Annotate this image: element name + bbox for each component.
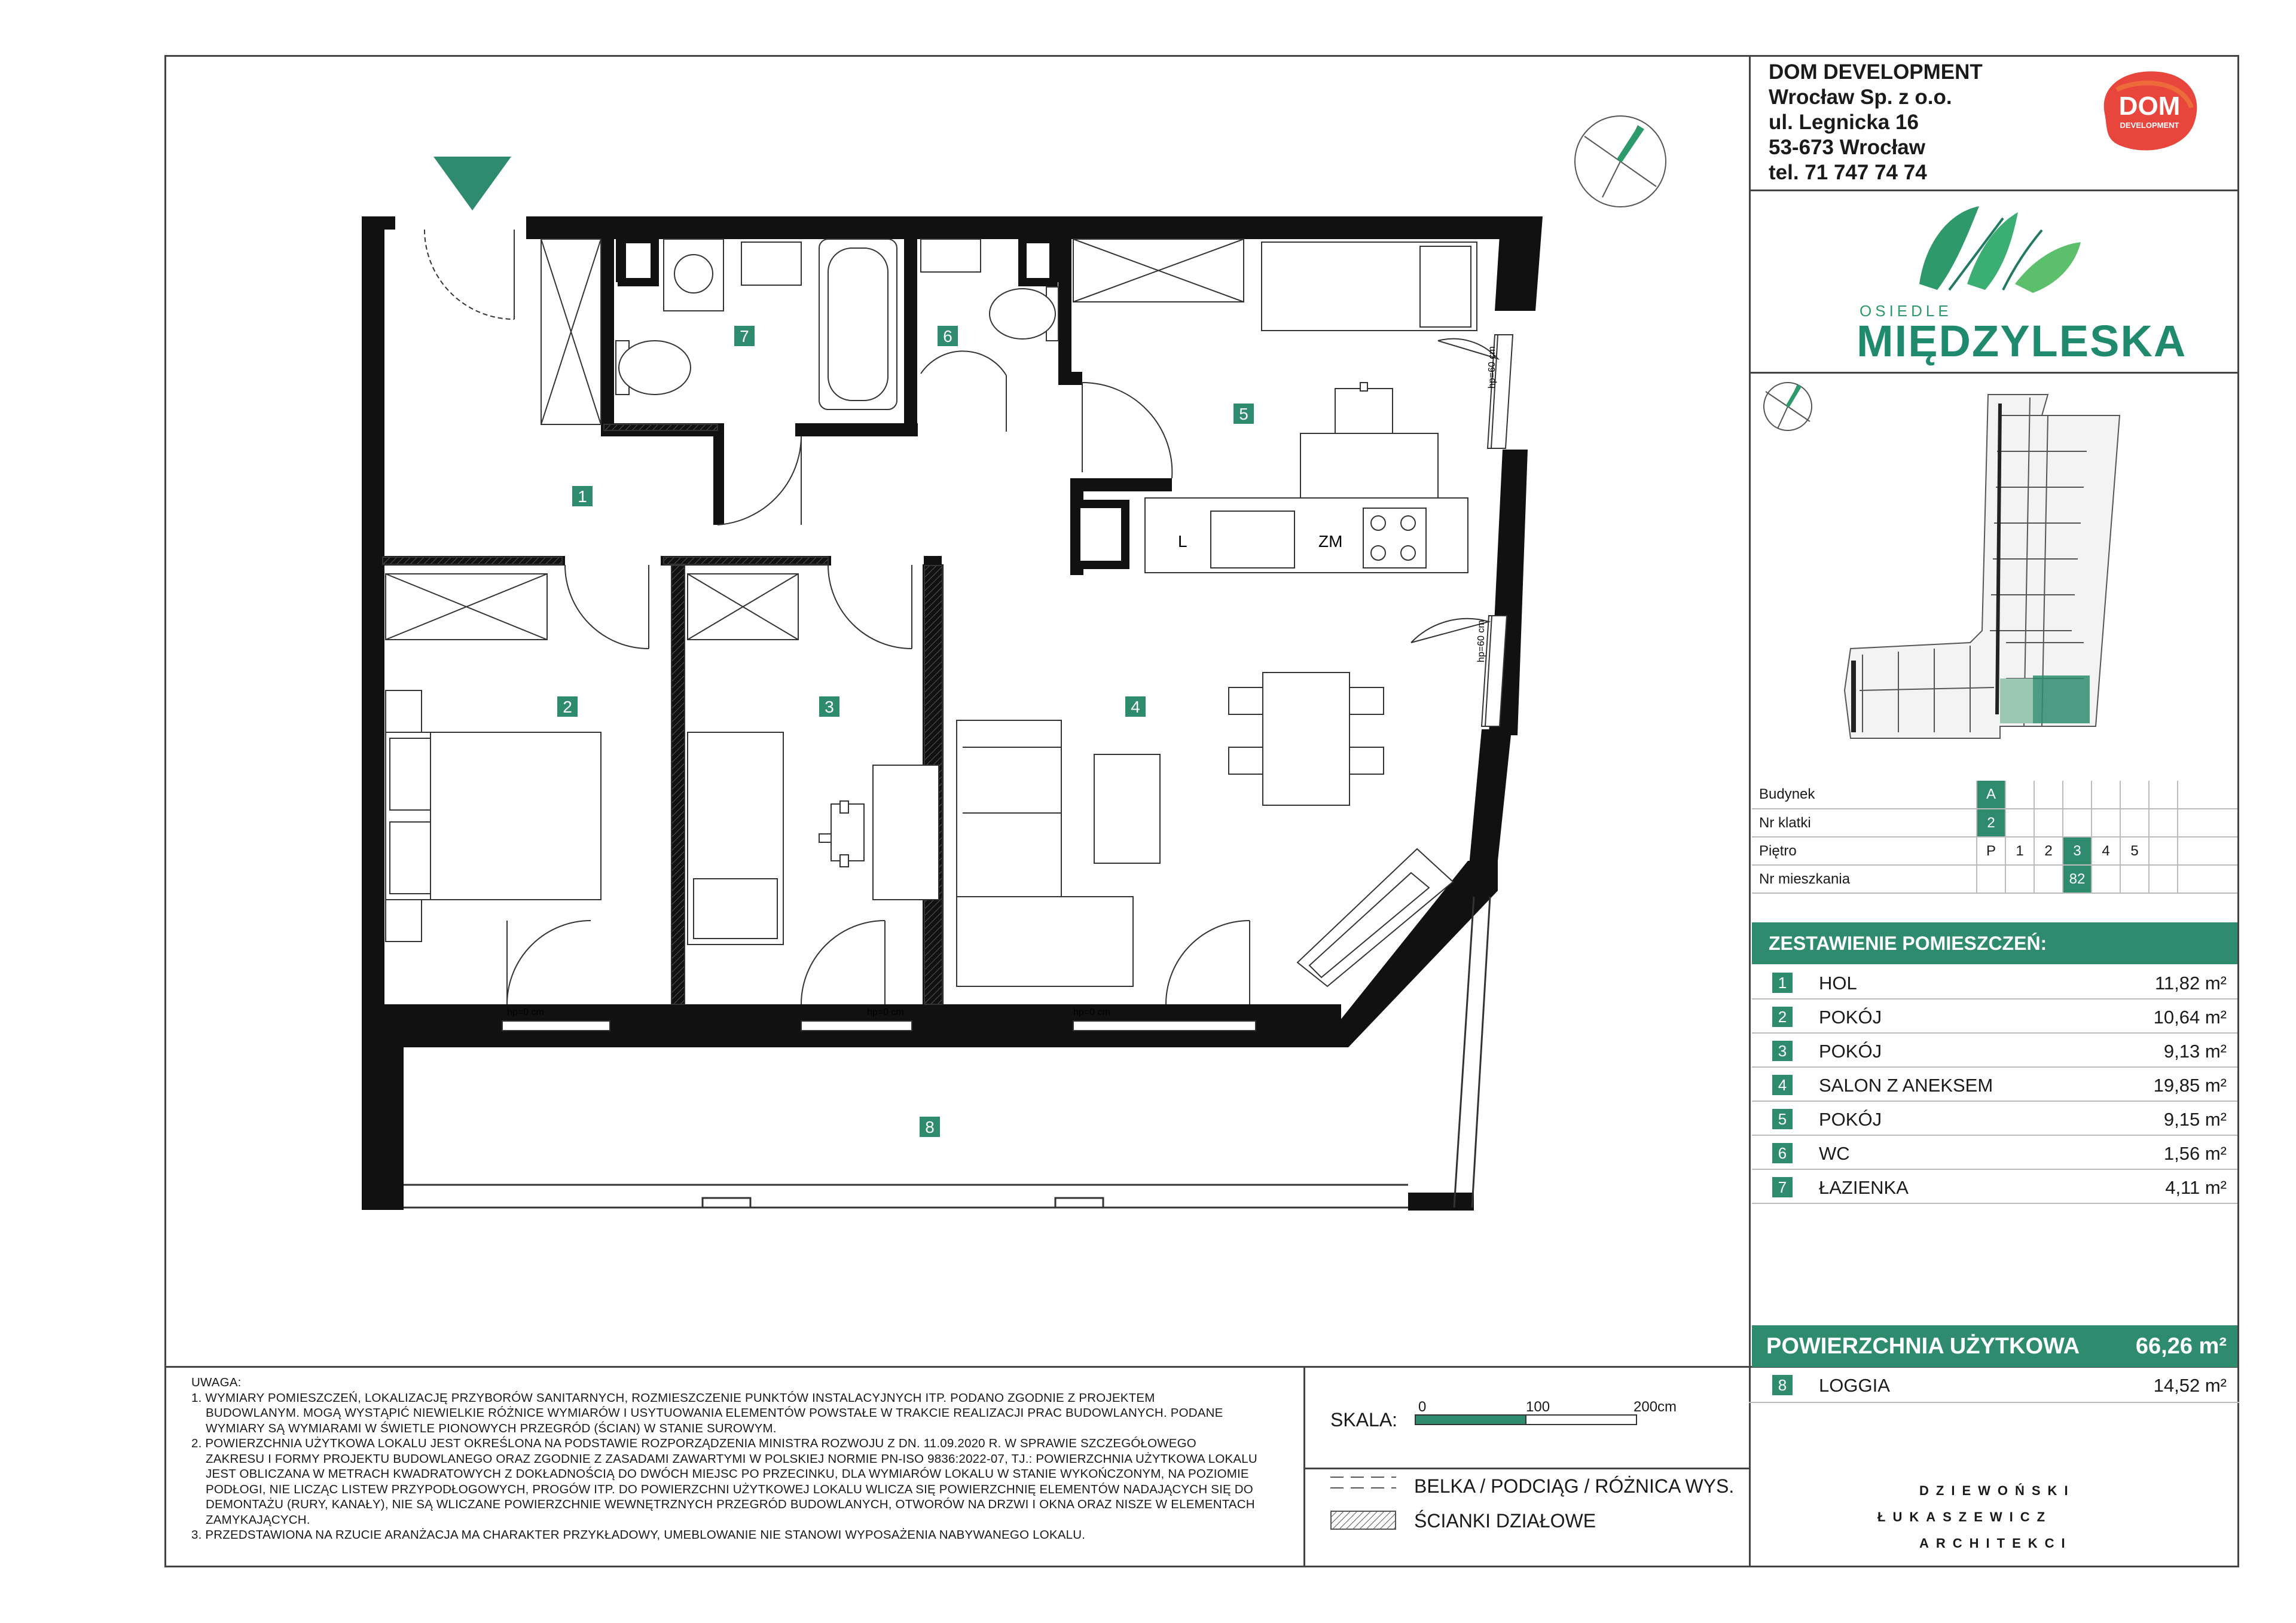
loggia-divider [1749, 1402, 2239, 1403]
company-address [1769, 60, 1983, 185]
note-line: 2. POWIERZCHNIA UŻYTKOWA LOKALU JEST OKREŚLONA NA PODSTAWIE ROZPORZĄDZENIA MINISTRA ROZWOJU Z DN. 11.09.2020 R. W SPRAWIE SZCZEGÓŁOWEGO [191, 1436, 1196, 1450]
note-line: ZAMYKAJĄCYCH. [206, 1512, 310, 1527]
company-phone: tel. 71 747 74 74 [1769, 161, 1927, 184]
room-area: 9,13 m² [2163, 1041, 2227, 1062]
room-number: 3 [1772, 1041, 1793, 1061]
brand-subtitle: OSIEDLE [1860, 302, 1952, 320]
cooktop-icon [1363, 508, 1426, 568]
room-tag [734, 326, 755, 346]
hatched-partition [383, 424, 942, 1004]
room-number: 7 [1772, 1177, 1793, 1197]
partition-legend-icon [1330, 1511, 1396, 1530]
info-label: Nr mieszkania [1752, 865, 1977, 893]
notes-title: UWAGA: [191, 1376, 242, 1389]
bed-single-icon [1262, 242, 1477, 331]
room-name: ŁAZIENKA [1819, 1177, 1909, 1198]
room-name: POKÓJ [1819, 1109, 1882, 1130]
window-sill-label: hp=60 cm [1487, 346, 1497, 389]
room-area: 1,56 m² [2163, 1143, 2227, 1164]
beam-legend-label: BELKA / PODCIĄG / RÓŻNICA WYS. [1414, 1475, 1735, 1497]
room-row [1752, 1000, 2237, 1034]
threshold-label: hp=0 cm [867, 1007, 904, 1017]
note-line: JEST OBLICZANA W METRACH KWADRATOWYCH Z DOKŁADNOŚCIĄ DO DWÓCH MIEJSC PO PRZECINKU, DLA WYMIARÓW LOKALU W STANIE WYKOŃCZONYM, NA POZIOMIE [206, 1467, 1249, 1481]
room-row [1752, 1170, 2237, 1204]
room-tag [938, 326, 958, 346]
floor-cell: 1 [2005, 837, 2034, 865]
logo-subtext: DEVELOPMENT [2120, 121, 2179, 130]
architect-line: ARCHITEKCI [1919, 1536, 2072, 1551]
threshold-label: hp=0 cm [507, 1007, 544, 1017]
room-row [1752, 1102, 2237, 1136]
brand-divider [1749, 372, 2239, 374]
room-tag-label: 3 [825, 698, 834, 716]
room-tag [572, 486, 593, 506]
room-tag-label: 1 [578, 487, 587, 506]
kitchen-counter [1145, 498, 1468, 573]
room-name: HOL [1819, 973, 1857, 994]
dining-table-icon [1229, 673, 1384, 805]
logo-text: DOM [2118, 91, 2181, 121]
rooms-header: ZESTAWIENIE POMIESZCZEŃ: [1752, 922, 2237, 964]
total-area-bar [1752, 1325, 2237, 1367]
floor-cell: 4 [2092, 837, 2120, 865]
info-value: A [1977, 781, 2005, 809]
sink-icon [741, 242, 801, 285]
company-city: 53-673 Wrocław [1769, 136, 1925, 159]
room-number: 6 [1772, 1143, 1793, 1163]
floor-cell: 2 [2034, 837, 2063, 865]
loggia-row [1752, 1368, 2237, 1402]
threshold-label: hp=0 cm [1073, 1007, 1110, 1017]
room-area: 9,15 m² [2163, 1109, 2227, 1130]
bed-double-icon [386, 690, 601, 942]
info-value: 82 [2063, 865, 2092, 893]
info-row-floor [1752, 837, 2237, 865]
room-tag-label: 8 [925, 1118, 935, 1136]
room-name: LOGGIA [1819, 1375, 1890, 1396]
floor-cell: 5 [2120, 837, 2149, 865]
info-row-apartment [1752, 865, 2237, 893]
total-area-label: POWIERZCHNIA UŻYTKOWA [1766, 1334, 2080, 1359]
note-line: BUDOWLANYM. MOGĄ WYSTĄPIĆ NIEWIELKIE RÓŻNICE WYMIARÓW I USYTUOWANIA ELEMENTÓW POWSTAŁE W TRAKCIE REALIZACJI PRAC BUDOWLANYCH. PODANE [206, 1406, 1223, 1420]
fridge-label: L [1178, 532, 1187, 551]
room-number: 8 [1772, 1375, 1793, 1395]
room-row [1752, 1068, 2237, 1102]
floor-cell-current: 3 [2063, 837, 2092, 865]
bathroom-fixtures [616, 239, 1058, 409]
room-row [1752, 1034, 2237, 1068]
notes-vdivider [1303, 1366, 1305, 1567]
brand-logo-icon [1913, 194, 2093, 302]
scale-bar [1414, 1414, 1641, 1427]
total-area-value: 66,26 m² [2135, 1334, 2227, 1359]
company-name: DOM DEVELOPMENT [1769, 60, 1983, 84]
scale-label: SKALA: [1330, 1409, 1398, 1431]
room-number: 2 [1772, 1007, 1793, 1027]
architect-line: DZIEWOŃSKI [1919, 1483, 2075, 1498]
note-line: WYMIARY SĄ WYMIARAMI W ŚWIETLE PIONOWYCH PRZEGRÓD (ŚCIAN) W STANIE SUROWYM. [206, 1421, 777, 1435]
room-tag-label: 2 [563, 698, 572, 716]
room-tag [1234, 404, 1254, 424]
scale-tick: 100 [1526, 1399, 1550, 1415]
scale-tick: 200cm [1634, 1399, 1677, 1415]
room-tag-label: 4 [1131, 698, 1140, 716]
room-number: 1 [1772, 973, 1793, 993]
architect-logo [1877, 1478, 2075, 1557]
info-label: Nr klatki [1752, 809, 1977, 837]
scale-tick: 0 [1418, 1399, 1427, 1415]
dom-logo [2093, 66, 2206, 155]
room-area: 14,52 m² [2153, 1375, 2227, 1396]
key-plan-compass-icon [1764, 383, 1812, 430]
note-line: 1. WYMIARY POMIESZCZEŃ, LOKALIZACJĘ PRZYBORÓW SANITARNYCH, ROZMIESZCZENIE PUNKTÓW INSTALACYJNYCH ITP. PODANO ZGODNIE Z PROJEKTEM [191, 1390, 1155, 1405]
company-line-2: Wrocław Sp. z o.o. [1769, 85, 1952, 109]
room-tag [920, 1117, 940, 1137]
info-row-stair [1752, 809, 2237, 837]
desk-icon [1300, 383, 1438, 498]
apartment-info-table [1752, 781, 2237, 894]
company-street: ul. Legnicka 16 [1769, 111, 1919, 134]
brand-name: MIĘDZYLESKA [1857, 316, 2187, 366]
room-tag-label: 7 [740, 327, 749, 346]
panel-divider [1749, 55, 1751, 1567]
room-area: 19,85 m² [2153, 1075, 2227, 1096]
window-sill-label: hp=60 cm [1476, 620, 1486, 662]
coffee-table-icon [1094, 754, 1160, 863]
room-number: 4 [1772, 1075, 1793, 1095]
scale-divider [1303, 1468, 1751, 1469]
key-plan [1761, 380, 2227, 774]
note-line: ZAKRESU I FORMY PROJEKTU BUDOWLANEGO ORAZ ZGODNIE Z ZASADAMI ZAWARTYMI W POLSKIEJ NORMIE PN-ISO 9836:2022-07, TJ.: POWIERZCHNIA UŻYTKOWA LOKALU [206, 1451, 1257, 1466]
floor-cell: P [1977, 837, 2005, 865]
room-name: SALON Z ANEKSEM [1819, 1075, 1993, 1096]
header-divider [1749, 189, 2239, 191]
note-line: PODŁOGI, NIE LICZĄC LISTEW PRZYPODŁOGOWYCH, PROGÓW ITP. DO POWIERZCHNI UŻYTKOWEJ LOKALU WLICZA SIĘ POWIERZCHNIĘ ELEMENTÓW NADAJĄCYCH SIĘ DO [206, 1482, 1253, 1496]
zm-label: ZM [1318, 532, 1343, 551]
architect-line: ŁUKASZEWICZ [1877, 1509, 2053, 1524]
room-name: POKÓJ [1819, 1007, 1882, 1028]
room-name: WC [1819, 1143, 1850, 1164]
room-tag [557, 696, 578, 717]
partition-legend-label: ŚCIANKI DZIAŁOWE [1414, 1510, 1596, 1532]
notes [191, 1375, 1294, 1543]
note-line: DEMONTAŻU (RURY, KANAŁY), NIE SĄ WLICZANE POWIERZCHNIE WEWNĘTRZNYCH PRZEGRÓD BUDOWLANYCH, OTWORÓW NA DRZWI I OKNA ORAZ NISZE W ELEMENTACH [206, 1497, 1255, 1511]
room-row [1752, 1136, 2237, 1170]
entrance-marker-icon [433, 157, 511, 210]
beam-legend-icon [1330, 1474, 1396, 1491]
room-area: 4,11 m² [2165, 1177, 2227, 1198]
room-row [1752, 965, 2237, 1000]
room-area: 10,64 m² [2153, 1007, 2227, 1028]
room-tag [1125, 696, 1146, 717]
wc-sink-icon [921, 239, 981, 272]
room-number: 5 [1772, 1109, 1793, 1129]
room-area: 11,82 m² [2154, 973, 2227, 994]
sink-icon [1211, 511, 1294, 568]
info-label: Budynek [1752, 781, 1977, 809]
info-value: 2 [1977, 809, 2005, 837]
info-label: Piętro [1752, 837, 1977, 865]
info-row-building [1752, 781, 2237, 809]
room-tag-label: 6 [943, 327, 952, 346]
bed-single-icon [688, 732, 783, 945]
room-tag-label: 5 [1239, 405, 1248, 423]
room-tag [819, 696, 839, 717]
room-name: POKÓJ [1819, 1041, 1882, 1062]
note-line: 3. PRZEDSTAWIONA NA RZUCIE ARANŻACJA MA CHARAKTER PRZYKŁADOWY, UMEBLOWANIE NIE STANOWI WYPOSAŻENIA NABYWANEGO LOKALU. [191, 1528, 1086, 1542]
desk-icon [819, 765, 939, 900]
